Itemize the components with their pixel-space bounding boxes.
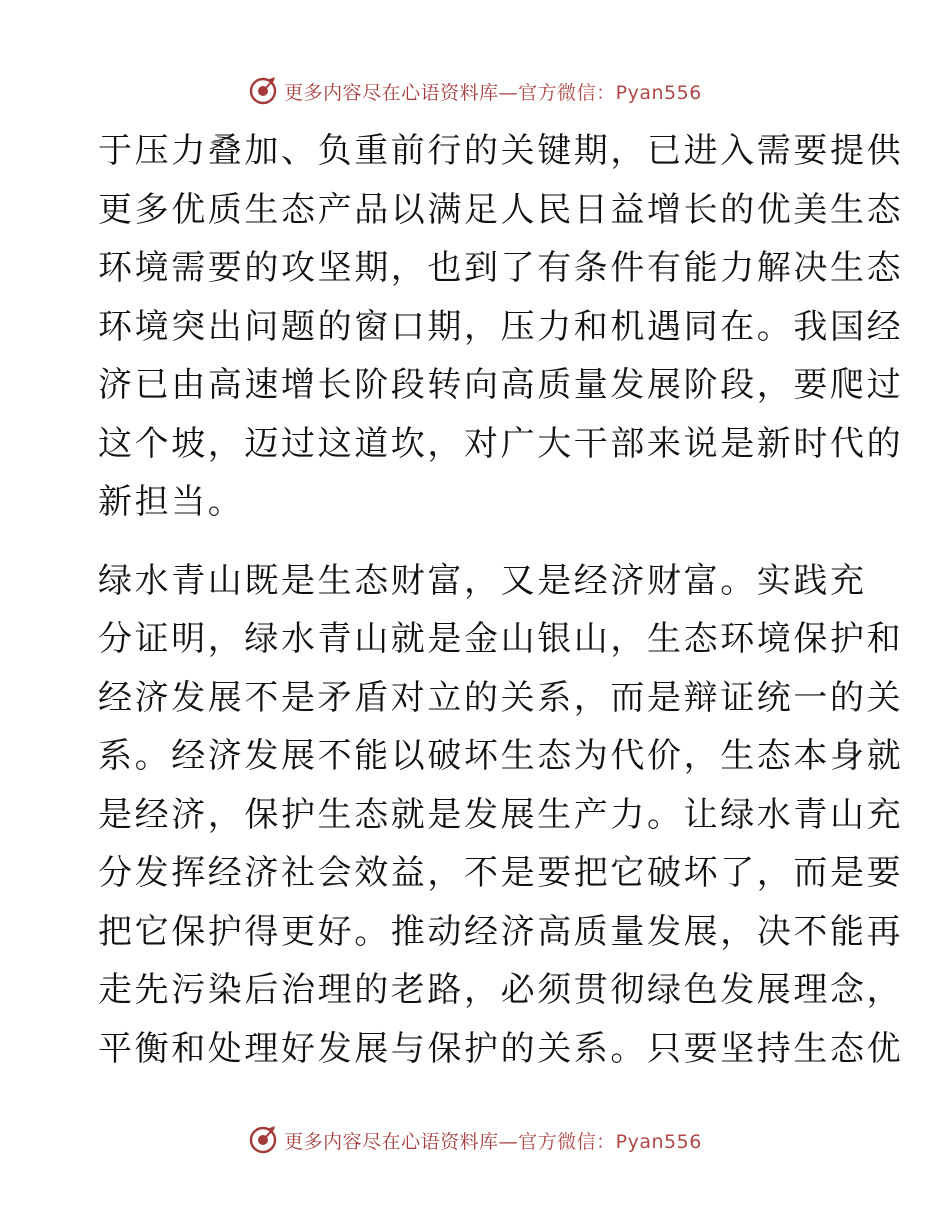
watermark-contact: 官方微信：Pyan556	[518, 1130, 702, 1153]
text-line: 环境突出问题的窗口期，压力和机遇同在。我国经	[98, 306, 904, 347]
text-line: 平衡和处理好发展与保护的关系。只要坚持生态优	[98, 1028, 904, 1069]
paragraph-2	[98, 552, 904, 1137]
header-watermark	[0, 71, 950, 111]
text-line: 把它保护得更好。推动经济高质量发展，决不能再	[98, 911, 904, 952]
text-line: 经济发展不是矛盾对立的关系，而是辩证统一的关	[98, 677, 904, 718]
paragraph-1	[98, 122, 904, 532]
text-line: 于压力叠加、负重前行的关键期，已进入需要提供	[98, 131, 904, 171]
text-line: 济已由高速增长阶段转向高质量发展阶段，要爬过	[98, 365, 904, 405]
watermark-contact: 官方微信：Pyan556	[518, 81, 702, 104]
text-line: 绿水青山既是生态财富，又是经济财富。实践充	[98, 560, 867, 601]
paragraph-spacer	[98, 532, 858, 552]
quill-logo-icon	[248, 1125, 278, 1155]
footer-watermark	[0, 1120, 950, 1160]
document-body	[98, 122, 904, 1137]
watermark-text	[284, 78, 702, 105]
text-line: 更多优质生态产品以满足人民日益增长的优美生态	[98, 189, 904, 230]
watermark-separator: —	[498, 81, 519, 104]
text-line: 系。经济发展不能以破坏生态为代价，生态本身就	[98, 736, 904, 776]
text-line: 是经济，保护生态就是发展生产力。让绿水青山充	[98, 794, 904, 835]
text-line: 环境需要的攻坚期，也到了有条件有能力解决生态	[98, 248, 904, 288]
watermark-main: 更多内容尽在心语资料库	[284, 81, 499, 104]
text-line: 走先污染后治理的老路，必须贯彻绿色发展理念，	[98, 970, 904, 1010]
watermark-text	[284, 1127, 702, 1154]
text-line: 新担当。	[98, 482, 245, 522]
text-line: 分发挥经济社会效益，不是要把它破坏了，而是要	[98, 853, 904, 893]
text-line: 分证明，绿水青山就是金山银山，生态环境保护和	[98, 619, 904, 659]
watermark-separator: —	[498, 1130, 519, 1153]
quill-logo-icon	[248, 76, 278, 106]
watermark-main: 更多内容尽在心语资料库	[284, 1130, 499, 1153]
text-line: 这个坡，迈过这道坎，对广大干部来说是新时代的	[98, 423, 904, 464]
